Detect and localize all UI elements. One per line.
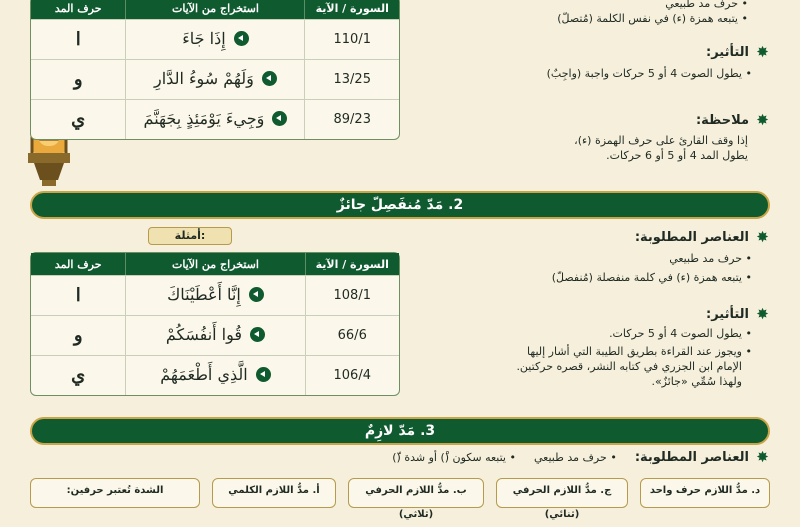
verse-ref: 66/6 [305, 315, 400, 355]
table-row [31, 315, 399, 355]
verse-cell [125, 315, 304, 355]
effect-continuation: الإمام ابن الجزري في كتابه النشر، قصره حركتين. [516, 360, 742, 373]
madd-letter: ي [31, 355, 125, 395]
requirement-item: • يتبعه سكون (ْ) أو شدة (ّ) [392, 451, 516, 464]
table-header-verse: استخراج من الآيات [125, 0, 304, 19]
verse-text: الَّذِي أَطْعَمَهُمْ [160, 365, 248, 384]
speaker-icon[interactable] [234, 31, 249, 46]
table-header-letter: حرف المد [31, 253, 125, 275]
verse-text: وَجِيءَ يَوْمَئِذٍ بِجَهَنَّمَ [143, 109, 265, 128]
requirement-item: • يتبعه همزة (ء) في كلمة منفصلة (مُنفصلّ) [440, 270, 752, 285]
requirements-heading: العناصر المطلوبة: [634, 230, 749, 245]
effect-heading: التأثير: [706, 45, 749, 60]
verse-ref: 108/1 [305, 275, 400, 315]
verse-ref: 106/4 [305, 355, 400, 395]
section1-note [440, 113, 770, 163]
table-row [31, 19, 399, 59]
verse-cell [125, 355, 304, 395]
section2-effect [420, 307, 770, 389]
requirement-item: • حرف مد طبيعي [440, 251, 752, 266]
table-row [31, 355, 399, 395]
speaker-icon[interactable] [250, 327, 265, 342]
madd-type-card[interactable]: ب. مدُّ اللازم الحرفي (ثلاثي) [348, 478, 484, 508]
note-heading: ملاحظة: [695, 113, 749, 128]
requirement-item: • حرف مد طبيعي [534, 451, 617, 464]
table-header-verse: استخراج من الآيات [125, 253, 304, 275]
star-icon: ✸ [756, 305, 769, 323]
madd-letter: و [31, 315, 125, 355]
section1-requirements [436, 0, 766, 26]
speaker-icon[interactable] [272, 111, 287, 126]
speaker-icon[interactable] [262, 71, 277, 86]
speaker-icon[interactable] [256, 367, 271, 382]
examples-label: أمثلة: [148, 227, 232, 245]
table-row [31, 99, 399, 139]
section3-requirements [300, 450, 770, 465]
verse-text: وَلَهُمْ سُوءُ الدَّارِ [154, 69, 254, 88]
requirement-item: • يتبعه همزة (ء) في نفس الكلمة (مُتصلّ) [436, 11, 748, 26]
verse-cell [125, 59, 304, 99]
table-header-letter: حرف المد [31, 0, 125, 19]
note-line: إذا وقف القارئ على حرف الهمزة (ء)، [574, 134, 748, 147]
verse-cell [125, 19, 304, 59]
star-icon: ✸ [756, 448, 769, 466]
star-icon: ✸ [756, 228, 769, 246]
verse-ref: 110/1 [304, 19, 399, 59]
table-header-ref: السورة / الآية [305, 253, 400, 275]
madd-type-card[interactable]: د. مدُّ اللازم حرف واحد [640, 478, 770, 508]
madd-type-card[interactable]: ج. مدُّ اللازم الحرفي (ثنائي) [496, 478, 628, 508]
table-header-ref: السورة / الآية [304, 0, 399, 19]
examples-table-2 [30, 252, 400, 396]
effect-heading: التأثير: [706, 307, 749, 322]
section1-effect [440, 45, 770, 81]
madd-letter: ي [31, 99, 125, 139]
section-banner-2: 2. مَدّ مُنفَصِلّ جائزٌ [30, 191, 770, 219]
table-row [31, 59, 399, 99]
requirements-heading: العناصر المطلوبة: [634, 450, 749, 465]
star-icon: ✸ [756, 43, 769, 61]
madd-letter: و [31, 59, 125, 99]
verse-text: إِذَا جَاءَ [182, 29, 226, 48]
madd-type-card[interactable]: أ. مدُّ اللازم الكلمي [212, 478, 336, 508]
verse-text: إِنَّا أَعْطَيْنَاكَ [167, 285, 241, 304]
star-icon: ✸ [756, 111, 769, 129]
effect-item: • يطول الصوت 4 أو 5 حركات. [420, 326, 752, 341]
verse-ref: 13/25 [304, 59, 399, 99]
effect-item: • ويجوز عند القراءة بطريق الطيبة التي أشار إليها [420, 344, 752, 359]
speaker-icon[interactable] [249, 287, 264, 302]
verse-text: قُوا أَنفُسَكُمْ [165, 325, 243, 344]
section2-requirements [440, 230, 770, 285]
note-line: يطول المد 4 أو 5 أو 6 حركات. [606, 149, 748, 162]
madd-letter: ا [31, 275, 125, 315]
shadda-note-card: الشدة تُعتبر حرفين: [30, 478, 200, 508]
examples-table-1 [30, 0, 400, 140]
verse-cell [125, 99, 304, 139]
effect-item: • يطول الصوت 4 أو 5 حركات واجبة (واجِبٌ) [440, 66, 752, 81]
requirement-item: • حرف مد طبيعي [436, 0, 748, 11]
table-row [31, 275, 399, 315]
section-banner-3: 3. مَدّ لازِمٌ [30, 417, 770, 445]
verse-cell [125, 275, 304, 315]
madd-letter: ا [31, 19, 125, 59]
effect-continuation: ولهذا سُمِّي «جائزٌ». [651, 375, 742, 388]
verse-ref: 89/23 [304, 99, 399, 139]
